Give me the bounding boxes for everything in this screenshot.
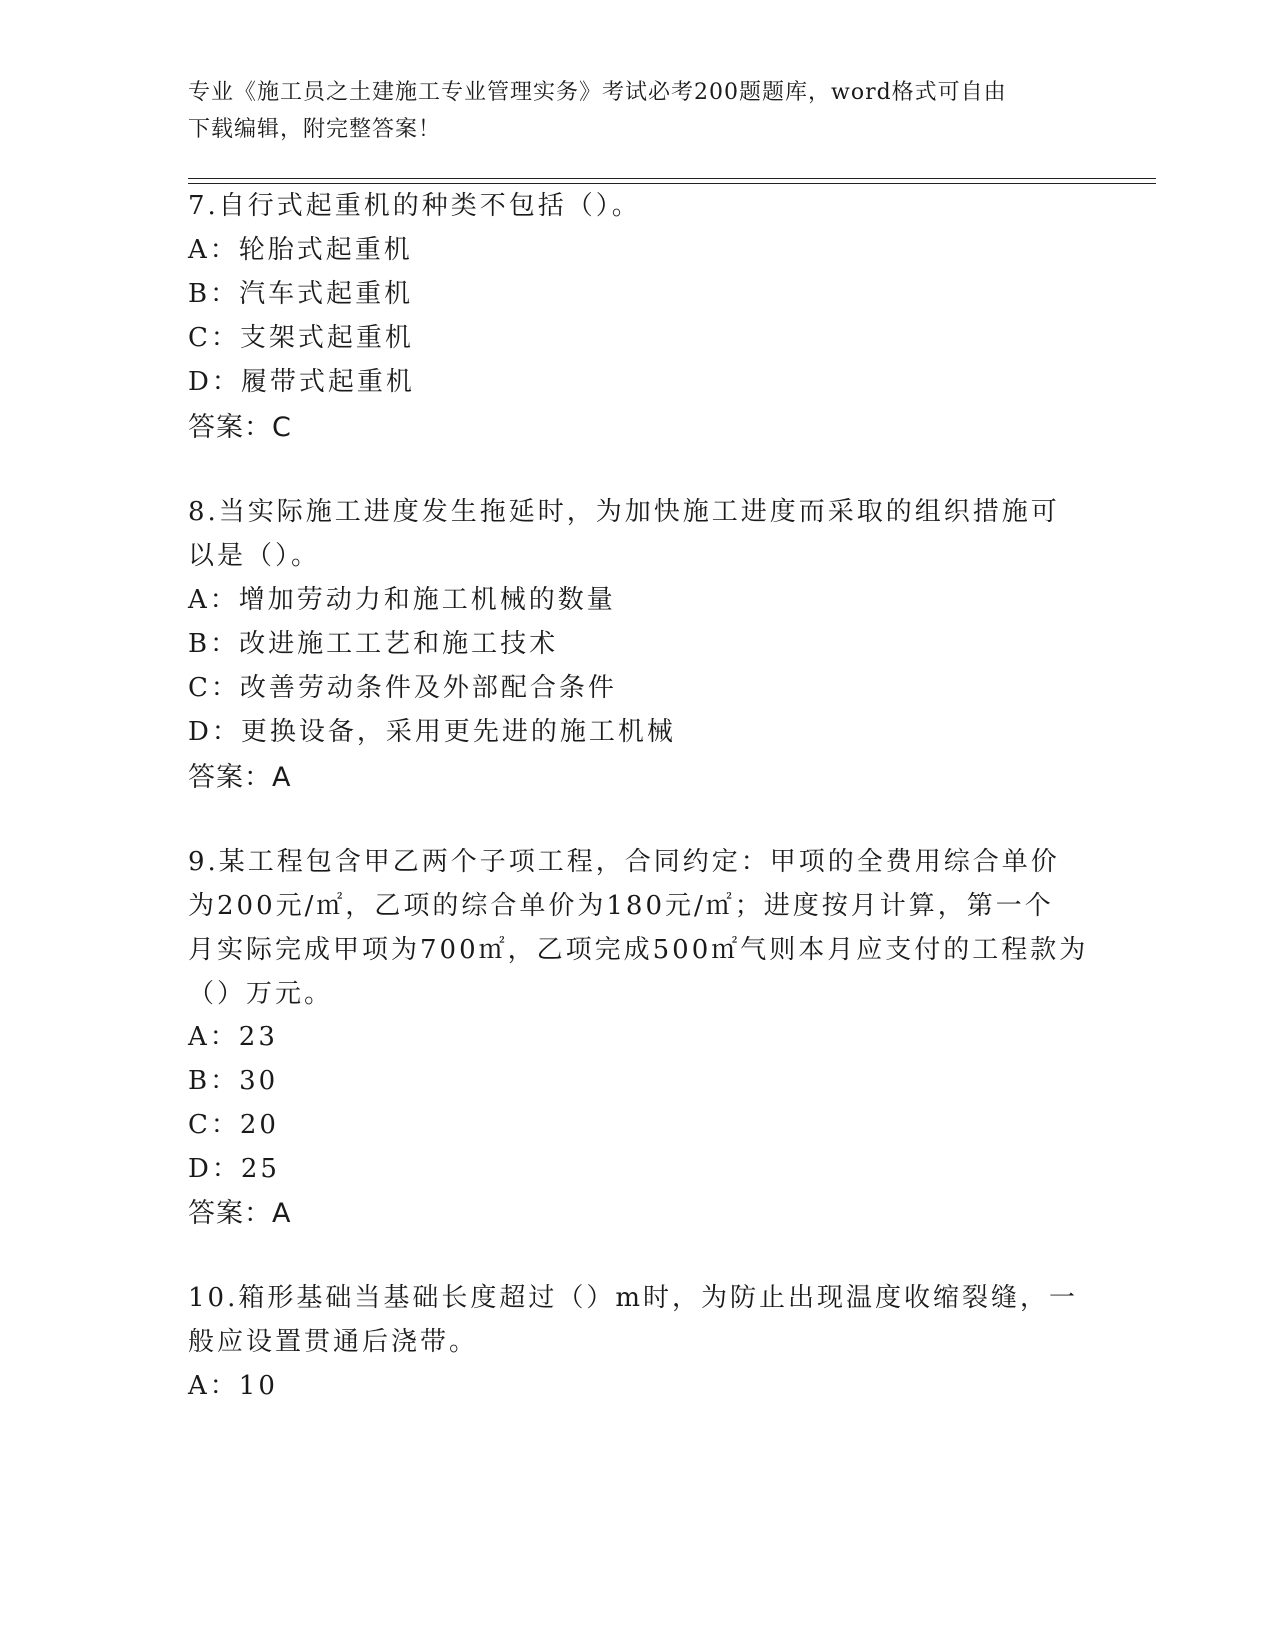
option-d: D：25 <box>188 1154 280 1184</box>
option-b: B：汽车式起重机 <box>188 279 414 309</box>
option-a: A：23 <box>188 1022 278 1052</box>
answer-label: 答案：A <box>188 762 292 793</box>
document-header <box>188 74 1068 148</box>
question-stem-continued: 般应设置贯通后浇带。 <box>188 1327 479 1357</box>
question-stem: 8.当实际施工进度发生拖延时，为加快施工进度而采取的组织措施可 <box>188 497 1060 527</box>
question-stem: 10.箱形基础当基础长度超过（）m时，为防止出现温度收缩裂缝，一 <box>188 1283 1079 1313</box>
header-line-1: 专业《施工员之土建施工专业管理实务》考试必考200题题库，word格式可自由 <box>188 80 1007 105</box>
header-divider-top <box>188 178 1156 179</box>
option-c: C：改善劳动条件及外部配合条件 <box>188 673 617 703</box>
answer-label: 答案：C <box>188 412 292 443</box>
option-c: C：20 <box>188 1110 279 1140</box>
option-a: A：增加劳动力和施工机械的数量 <box>188 585 616 615</box>
header-divider-bottom <box>188 183 1156 184</box>
question-stem-continued: （）万元。 <box>188 979 334 1009</box>
option-b: B：改进施工工艺和施工技术 <box>188 629 559 659</box>
question-stem: 7.自行式起重机的种类不包括（）。 <box>188 191 641 221</box>
option-a: A：轮胎式起重机 <box>188 235 413 265</box>
option-a: A：10 <box>188 1371 278 1401</box>
question-stem: 9.某工程包含甲乙两个子项工程，合同约定：甲项的全费用综合单价 <box>188 847 1060 877</box>
option-c: C：支架式起重机 <box>188 323 414 353</box>
option-d: D：履带式起重机 <box>188 367 415 397</box>
answer-label: 答案：A <box>188 1198 292 1229</box>
header-line-2: 下载编辑，附完整答案！ <box>188 117 442 142</box>
option-b: B：30 <box>188 1066 279 1096</box>
option-d: D：更换设备，采用更先进的施工机械 <box>188 717 676 747</box>
question-stem-continued: 为200元/㎡，乙项的综合单价为180元/㎡；进度按月计算，第一个 <box>188 891 1054 921</box>
question-stem-continued: 以是（）。 <box>188 541 321 571</box>
question-stem-continued: 月实际完成甲项为700㎡，乙项完成500㎡气则本月应支付的工程款为 <box>188 935 1089 965</box>
